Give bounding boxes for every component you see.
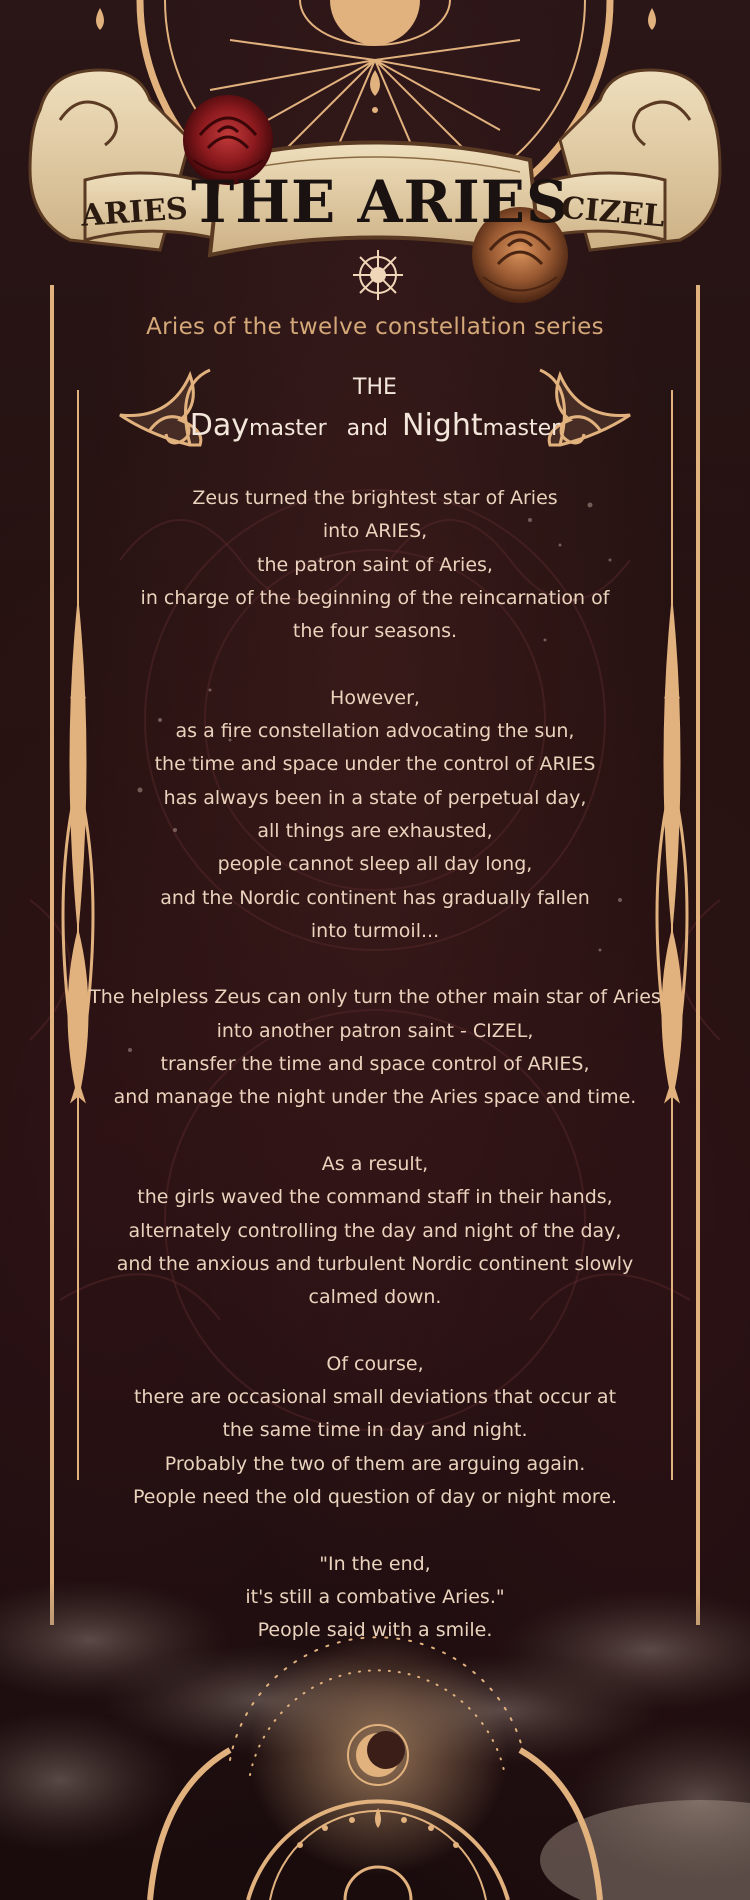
story-line: the patron saint of Aries, <box>257 553 493 576</box>
story-line: the time and space under the control of ARIES <box>154 753 596 776</box>
story-line: The helpless Zeus can only turn the other main star of Aries <box>89 986 661 1009</box>
story-line: into another patron saint - CIZEL, <box>216 1019 534 1042</box>
story-line: the same time in day and night. <box>222 1419 528 1442</box>
story-line: into ARIES, <box>322 520 428 543</box>
story-line: the four seasons. <box>292 620 458 643</box>
story-line: and the anxious and turbulent Nordic continent slowly <box>116 1252 634 1275</box>
story-line: there are occasional small deviations that occur at <box>133 1386 617 1409</box>
story-line: transfer the time and space control of ARIES, <box>160 1053 590 1076</box>
heading-and: and <box>346 416 389 441</box>
heading-title <box>0 408 750 443</box>
story-line: People said with a smile. <box>257 1619 493 1642</box>
story-line: and the Nordic continent has gradually fallen <box>160 886 590 909</box>
story-line: into turmoil... <box>310 919 440 942</box>
heading-day: Day <box>189 408 250 443</box>
banner-title: THE ARIES <box>191 168 569 236</box>
story-line: alternately controlling the day and night of the day, <box>128 1219 622 1242</box>
story-line: people cannot sleep all day long, <box>217 853 533 876</box>
story-line: it's still a combative Aries." <box>245 1585 505 1608</box>
story-line: "In the end, <box>319 1552 431 1575</box>
story-line: and manage the night under the Aries space and time. <box>113 1086 637 1109</box>
story-text <box>80 482 670 1647</box>
heading-night-suffix: master <box>482 416 561 441</box>
story-line: Zeus turned the brightest star of Aries <box>192 487 558 509</box>
story-line: all things are exhausted, <box>257 819 493 842</box>
story-line: has always been in a state of perpetual day, <box>163 786 587 809</box>
story-line: However, <box>330 686 420 709</box>
heading-day-suffix: master <box>249 416 327 441</box>
story-line: As a result, <box>321 1152 429 1175</box>
story-line: People need the old question of day or night more. <box>132 1485 618 1508</box>
story-line: Of course, <box>326 1352 424 1375</box>
banner-left-label: ARIES <box>79 191 189 234</box>
heading-the: THE <box>353 375 397 400</box>
banner-right-label: CIZEL <box>559 190 667 235</box>
series-subtitle: Aries of the twelve constellation series <box>146 314 604 340</box>
heading-night: Night <box>402 408 483 443</box>
story-line: calmed down. <box>308 1286 442 1309</box>
story-line: the girls waved the command staff in their hands, <box>137 1186 613 1209</box>
story-line: Probably the two of them are arguing again. <box>164 1452 586 1475</box>
story-line: in charge of the beginning of the reincarnation of <box>140 586 610 609</box>
story-line: as a fire constellation advocating the sun, <box>175 720 575 743</box>
